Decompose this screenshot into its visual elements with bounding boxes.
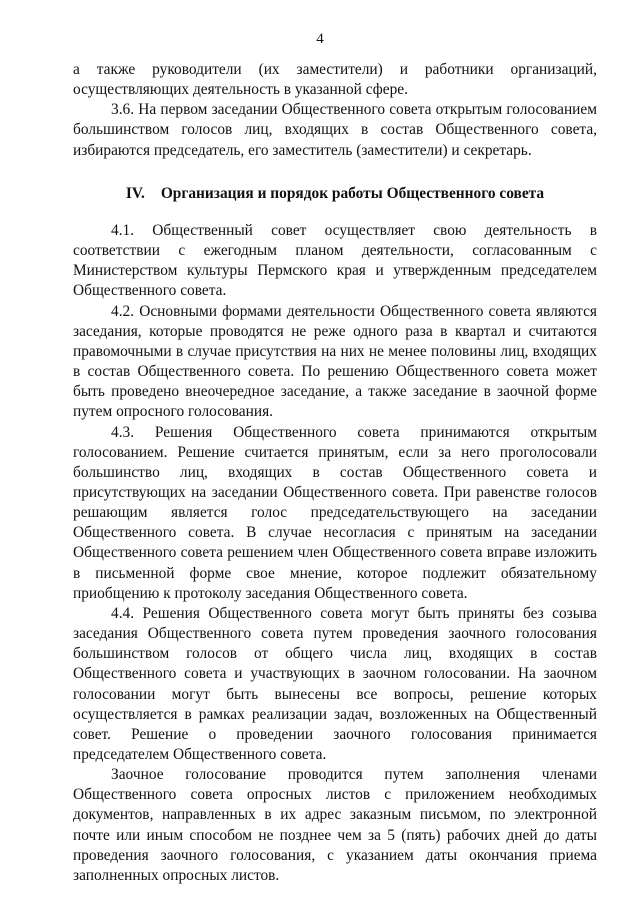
document-body — [73, 60, 597, 886]
paragraph-4-4: 4.4. Решения Общественного совета могут быть приняты без созыва заседания Общественного совета путем проведения заочного голосования большинством голосов от общего числа лиц, входящих в состав Общественного совета и участвующих в заочном голосовании. На заочном голосовании могут быть вынесены все вопросы, решение которых осуществляется в рамках реализации задач, возложенных на Общественный совет. Решение о проведении заочного голосования принимается председателем Общественного совета. — [73, 604, 597, 763]
paragraph-4-3: 4.3. Решения Общественного совета принимаются открытым голосованием. Решение считается принятым, если за него проголосовали большинство лиц, входящих в состав Общественного совета и присутствующих на заседании Общественного совета. При равенстве голосов решающим является голос председательствующего на заседании Общественного совета. В случае несогласия с принятым на заседании Общественного совета решением член Общественного совета вправе изложить в письменной форме свое мнение, которое подлежит обязательному приобщению к протоколу заседания Общественного совета. — [73, 423, 597, 602]
section-heading — [73, 184, 597, 204]
paragraph-4-1: 4.1. Общественный совет осуществляет свою деятельность в соответствии с ежегодным планом деятельности, согласованным с Министерством культуры Пермского края и утвержденным председателем Общественного совета. — [73, 221, 597, 300]
section-number: IV. — [125, 184, 145, 202]
page-number: 4 — [316, 31, 324, 47]
section-title: Организация и порядок работы Общественного совета — [160, 184, 545, 202]
paragraph-continuation: а также руководители (их заместители) и работники организаций, осуществляющих деятельность в указанной сфере. — [73, 61, 597, 99]
paragraph-3-6: 3.6. На первом заседании Общественного совета открытым голосованием большинством голосов лиц, входящих в состав Общественного совета, избираются председатель, его заместитель (заместители) и секретарь. — [73, 101, 597, 159]
paragraph-4-2: 4.2. Основными формами деятельности Общественного совета являются заседания, которые проводятся не реже одного раза в квартал и считаются правомочными в случае присутствия на них не менее половины лиц, входящих в состав Общественного совета. По решению Общественного совета может быть проведено внеочередное заседание, а также заседание в заочной форме путем опросного голосования. — [73, 302, 597, 421]
paragraph-absentee-voting: Заочное голосование проводится путем заполнения членами Общественного совета опросных листов с приложением необходимых документов, направленных в их адрес заказным письмом, по электронной почте или иным способом не позднее чем за 5 (пять) рабочих дней до даты проведения заочного голосования, с указанием даты окончания приема заполненных опросных листов. — [73, 766, 597, 884]
